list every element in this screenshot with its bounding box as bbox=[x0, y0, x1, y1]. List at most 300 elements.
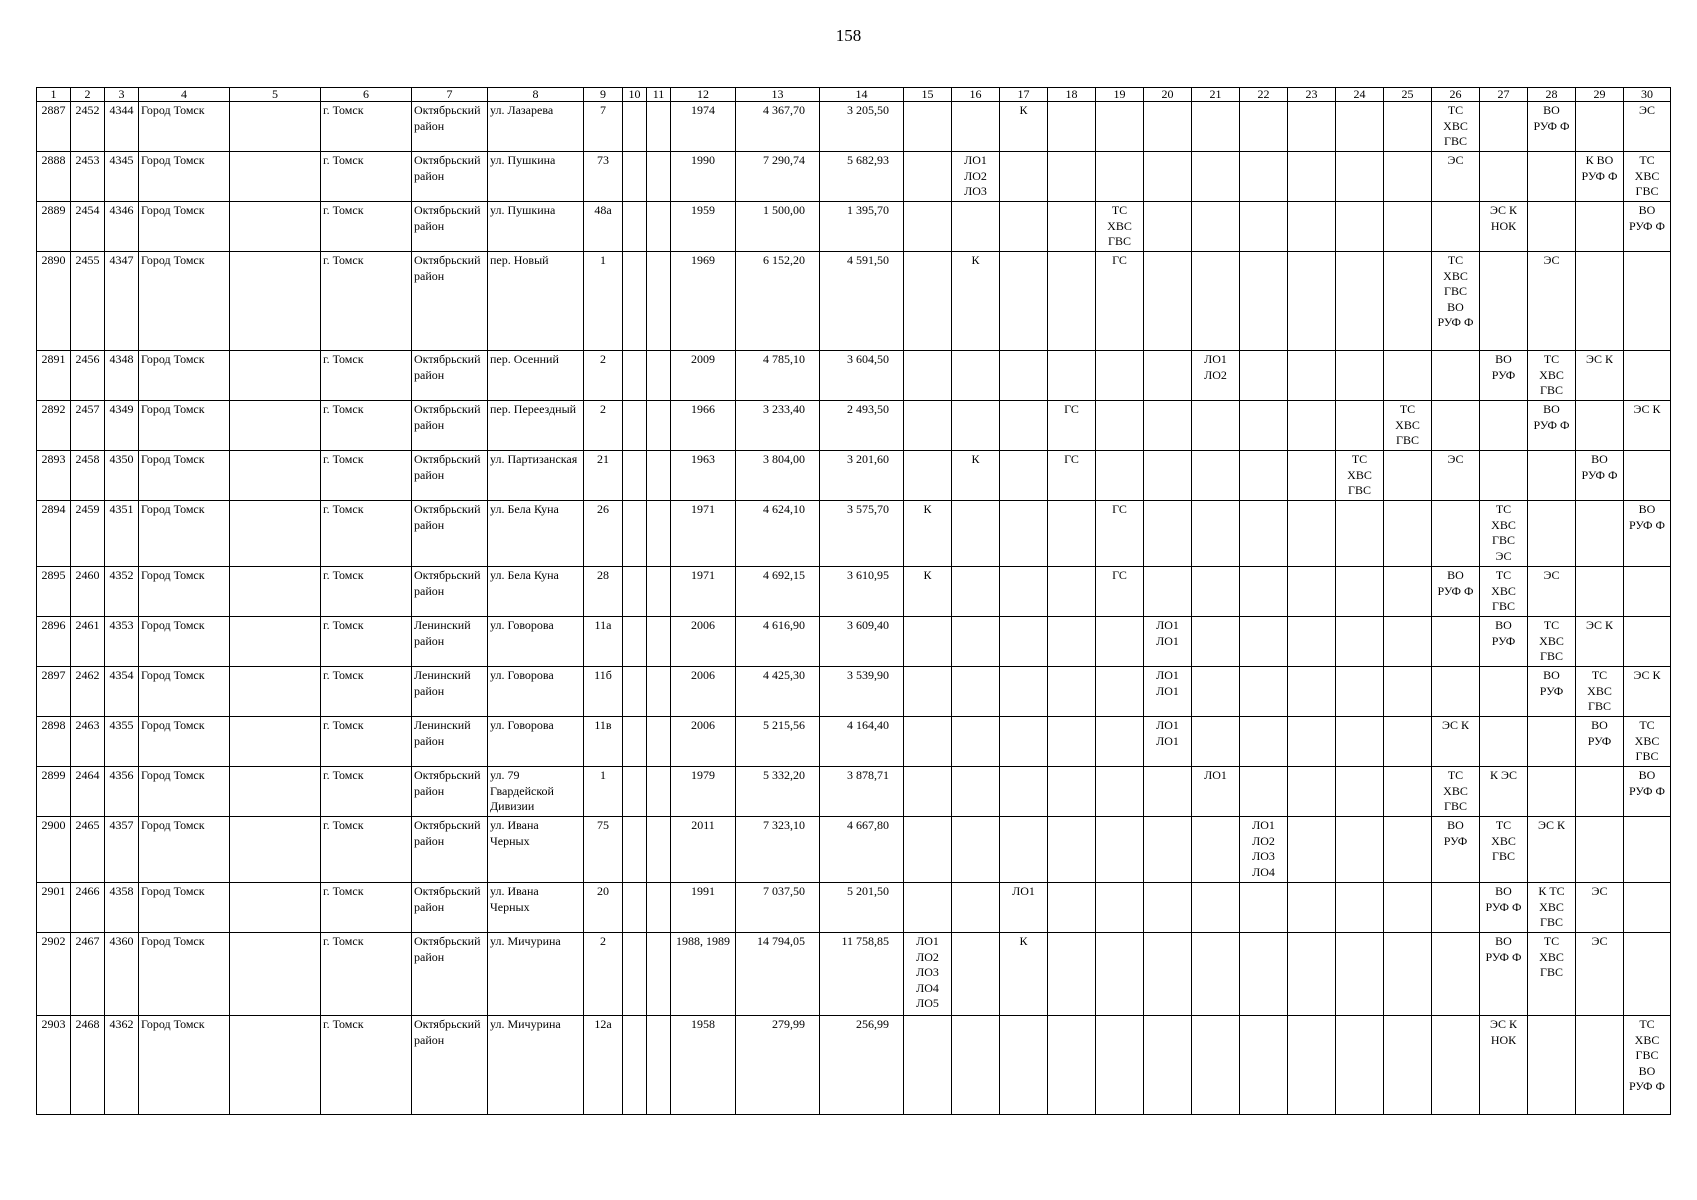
table-cell bbox=[1240, 152, 1288, 202]
table-cell: 1963 bbox=[671, 451, 736, 501]
table-cell bbox=[1336, 102, 1384, 152]
table-row bbox=[37, 767, 1671, 817]
table-cell bbox=[1528, 152, 1576, 202]
table-cell: 73 bbox=[584, 152, 623, 202]
table-cell: К bbox=[904, 501, 952, 567]
table-cell bbox=[1096, 617, 1144, 667]
table-cell bbox=[647, 401, 671, 451]
table-cell: ЭС bbox=[1528, 252, 1576, 351]
table-cell bbox=[1000, 817, 1048, 883]
table-cell bbox=[647, 933, 671, 1016]
table-cell: ул. Партизанская bbox=[488, 451, 584, 501]
table-cell bbox=[1336, 617, 1384, 667]
table-cell bbox=[1336, 817, 1384, 883]
table-cell: 2894 bbox=[37, 501, 71, 567]
table-cell: 4 425,30 bbox=[736, 667, 820, 717]
table-cell bbox=[1048, 152, 1096, 202]
table-cell: ЭС bbox=[1432, 451, 1480, 501]
column-number: 11 bbox=[647, 88, 671, 102]
table-cell: пер. Переездный bbox=[488, 401, 584, 451]
table-cell bbox=[1144, 451, 1192, 501]
table-cell bbox=[647, 152, 671, 202]
table-cell bbox=[623, 451, 647, 501]
table-cell bbox=[1336, 767, 1384, 817]
table-cell bbox=[1192, 501, 1240, 567]
table-cell: Город Томск bbox=[139, 667, 230, 717]
table-cell bbox=[1192, 817, 1240, 883]
table-cell bbox=[1480, 252, 1528, 351]
table-cell: 2455 bbox=[71, 252, 105, 351]
table-cell bbox=[1576, 767, 1624, 817]
table-cell bbox=[1336, 883, 1384, 933]
table-cell: 4 164,40 bbox=[820, 717, 904, 767]
table-row bbox=[37, 351, 1671, 401]
table-cell: 7 290,74 bbox=[736, 152, 820, 202]
table-cell: 2006 bbox=[671, 617, 736, 667]
table-cell bbox=[230, 817, 321, 883]
table-cell bbox=[1576, 501, 1624, 567]
table-cell: ЭС К НОК bbox=[1480, 202, 1528, 252]
table-cell bbox=[647, 567, 671, 617]
table-cell bbox=[1000, 717, 1048, 767]
table-cell bbox=[1000, 501, 1048, 567]
table-cell bbox=[1384, 152, 1432, 202]
table-cell: 1990 bbox=[671, 152, 736, 202]
table-cell bbox=[904, 883, 952, 933]
table-cell: 12а bbox=[584, 1016, 623, 1115]
table-cell bbox=[1384, 102, 1432, 152]
table-cell: ул. Ивана Черных bbox=[488, 883, 584, 933]
table-row bbox=[37, 717, 1671, 767]
column-number: 21 bbox=[1192, 88, 1240, 102]
table-cell: ТС ХВС ГВС bbox=[1480, 817, 1528, 883]
table-cell: 11б bbox=[584, 667, 623, 717]
table-cell: 2 493,50 bbox=[820, 401, 904, 451]
table-cell: 2 bbox=[584, 351, 623, 401]
table-cell: 3 539,90 bbox=[820, 667, 904, 717]
table-cell: г. Томск bbox=[321, 102, 412, 152]
table-cell: ЭС К bbox=[1576, 351, 1624, 401]
column-number: 3 bbox=[105, 88, 139, 102]
table-cell bbox=[1288, 351, 1336, 401]
table-cell: 1974 bbox=[671, 102, 736, 152]
table-cell: ВО РУФ Ф bbox=[1480, 883, 1528, 933]
table-cell: Октябрьский район bbox=[412, 152, 488, 202]
table-cell bbox=[1432, 667, 1480, 717]
table-cell bbox=[1432, 1016, 1480, 1115]
table-cell bbox=[1528, 451, 1576, 501]
table-cell: Город Томск bbox=[139, 717, 230, 767]
table-cell bbox=[1288, 883, 1336, 933]
table-cell: г. Томск bbox=[321, 152, 412, 202]
table-cell bbox=[1144, 817, 1192, 883]
table-cell bbox=[230, 351, 321, 401]
table-cell bbox=[1240, 617, 1288, 667]
table-cell bbox=[1432, 933, 1480, 1016]
table-cell: г. Томск bbox=[321, 817, 412, 883]
table-cell: 4347 bbox=[105, 252, 139, 351]
table-cell: 4357 bbox=[105, 817, 139, 883]
table-cell: ул. Говорова bbox=[488, 617, 584, 667]
table-cell: 4362 bbox=[105, 1016, 139, 1115]
table-cell: ВО РУФ Ф bbox=[1528, 102, 1576, 152]
table-cell bbox=[1144, 202, 1192, 252]
table-cell: 11в bbox=[584, 717, 623, 767]
table-row bbox=[37, 102, 1671, 152]
table-cell bbox=[230, 252, 321, 351]
table-cell: 4 667,80 bbox=[820, 817, 904, 883]
table-cell: Город Томск bbox=[139, 401, 230, 451]
table-cell bbox=[1576, 817, 1624, 883]
table-cell: ЭС К bbox=[1432, 717, 1480, 767]
table-cell bbox=[1240, 202, 1288, 252]
table-cell bbox=[1480, 667, 1528, 717]
table-row bbox=[37, 817, 1671, 883]
table-cell: ул. Лазарева bbox=[488, 102, 584, 152]
page-number: 158 bbox=[835, 26, 862, 45]
table-cell: ЛО1 ЛО1 bbox=[1144, 667, 1192, 717]
table-cell bbox=[1432, 501, 1480, 567]
table-row bbox=[37, 1016, 1671, 1115]
table-cell bbox=[1240, 102, 1288, 152]
table-cell bbox=[647, 351, 671, 401]
table-cell bbox=[1288, 102, 1336, 152]
table-cell: г. Томск bbox=[321, 202, 412, 252]
table-cell: К bbox=[952, 252, 1000, 351]
table-cell: Октябрьский район bbox=[412, 401, 488, 451]
table-cell bbox=[1528, 717, 1576, 767]
table-cell bbox=[1240, 252, 1288, 351]
table-cell bbox=[952, 717, 1000, 767]
table-cell: г. Томск bbox=[321, 451, 412, 501]
table-cell: ЭС К НОК bbox=[1480, 1016, 1528, 1115]
table-cell bbox=[1624, 617, 1671, 667]
table-cell bbox=[1096, 152, 1144, 202]
table-cell bbox=[1528, 501, 1576, 567]
table-cell bbox=[1000, 351, 1048, 401]
table-cell bbox=[1480, 152, 1528, 202]
table-cell bbox=[230, 667, 321, 717]
table-cell bbox=[1288, 451, 1336, 501]
table-cell bbox=[1336, 351, 1384, 401]
table-cell: 4 367,70 bbox=[736, 102, 820, 152]
table-cell: 2454 bbox=[71, 202, 105, 252]
table-cell bbox=[904, 717, 952, 767]
table-cell: ВО РУФ Ф bbox=[1432, 567, 1480, 617]
table-cell: 2896 bbox=[37, 617, 71, 667]
table-cell bbox=[1192, 567, 1240, 617]
table-cell: ЭС bbox=[1624, 102, 1671, 152]
table-cell: ВО РУФ bbox=[1480, 617, 1528, 667]
table-cell: 2 bbox=[584, 401, 623, 451]
table-cell bbox=[230, 401, 321, 451]
housing-registry-table bbox=[36, 87, 1671, 1115]
table-cell bbox=[647, 451, 671, 501]
table-cell: г. Томск bbox=[321, 717, 412, 767]
table-cell bbox=[647, 617, 671, 667]
table-cell bbox=[1384, 933, 1432, 1016]
table-cell bbox=[1048, 817, 1096, 883]
table-cell bbox=[904, 401, 952, 451]
table-cell: 2462 bbox=[71, 667, 105, 717]
table-cell: ЭС bbox=[1432, 152, 1480, 202]
table-cell: 3 804,00 bbox=[736, 451, 820, 501]
table-cell bbox=[623, 1016, 647, 1115]
table-cell: ул. Бела Куна bbox=[488, 501, 584, 567]
table-cell bbox=[1384, 617, 1432, 667]
table-cell bbox=[952, 883, 1000, 933]
table-cell: К bbox=[1000, 933, 1048, 1016]
table-cell: 75 bbox=[584, 817, 623, 883]
table-cell: 21 bbox=[584, 451, 623, 501]
column-number: 19 bbox=[1096, 88, 1144, 102]
table-cell bbox=[623, 351, 647, 401]
table-cell: 2464 bbox=[71, 767, 105, 817]
table-cell: ТС ХВС ГВС bbox=[1336, 451, 1384, 501]
table-cell: 1971 bbox=[671, 567, 736, 617]
table-cell bbox=[1048, 717, 1096, 767]
table-cell: 2891 bbox=[37, 351, 71, 401]
table-cell: К ВО РУФ Ф bbox=[1576, 152, 1624, 202]
table-cell bbox=[1000, 617, 1048, 667]
table-cell bbox=[647, 252, 671, 351]
table-cell: Октябрьский район bbox=[412, 883, 488, 933]
table-cell bbox=[952, 401, 1000, 451]
table-cell bbox=[1192, 1016, 1240, 1115]
table-cell: ТС ХВС ГВС ВО РУФ Ф bbox=[1624, 1016, 1671, 1115]
table-cell: Октябрьский район bbox=[412, 501, 488, 567]
table-cell bbox=[1192, 451, 1240, 501]
table-cell bbox=[1384, 883, 1432, 933]
table-cell: г. Томск bbox=[321, 252, 412, 351]
table-cell: 2459 bbox=[71, 501, 105, 567]
table-cell: 1991 bbox=[671, 883, 736, 933]
table-cell: г. Томск bbox=[321, 883, 412, 933]
table-cell: ВО РУФ bbox=[1528, 667, 1576, 717]
table-row bbox=[37, 252, 1671, 351]
table-cell: 28 bbox=[584, 567, 623, 617]
column-number: 1 bbox=[37, 88, 71, 102]
table-cell bbox=[1192, 717, 1240, 767]
column-number: 30 bbox=[1624, 88, 1671, 102]
table-cell: 1 bbox=[584, 767, 623, 817]
table-cell: ул. Мичурина bbox=[488, 1016, 584, 1115]
table-cell bbox=[1624, 567, 1671, 617]
table-cell: 2893 bbox=[37, 451, 71, 501]
table-cell bbox=[1288, 1016, 1336, 1115]
column-number: 10 bbox=[623, 88, 647, 102]
column-number: 24 bbox=[1336, 88, 1384, 102]
column-number: 15 bbox=[904, 88, 952, 102]
table-cell bbox=[1288, 567, 1336, 617]
table-cell bbox=[1096, 717, 1144, 767]
table-cell: 4 692,15 bbox=[736, 567, 820, 617]
table-cell bbox=[904, 351, 952, 401]
table-cell: 1969 bbox=[671, 252, 736, 351]
table-cell bbox=[647, 817, 671, 883]
table-cell bbox=[1576, 202, 1624, 252]
table-cell bbox=[1336, 933, 1384, 1016]
column-number: 14 bbox=[820, 88, 904, 102]
table-cell: ул. Мичурина bbox=[488, 933, 584, 1016]
table-cell: 4354 bbox=[105, 667, 139, 717]
table-cell: пер. Осенний bbox=[488, 351, 584, 401]
table-cell: ЛО1 ЛО1 bbox=[1144, 717, 1192, 767]
table-cell: 3 609,40 bbox=[820, 617, 904, 667]
table-cell: Октябрьский район bbox=[412, 202, 488, 252]
table-cell: Октябрьский район bbox=[412, 451, 488, 501]
table-cell: ТС ХВС ГВС bbox=[1624, 717, 1671, 767]
table-cell: 4 616,90 bbox=[736, 617, 820, 667]
table-cell bbox=[1240, 667, 1288, 717]
table-cell bbox=[1624, 351, 1671, 401]
table-cell bbox=[952, 501, 1000, 567]
table-cell: 2899 bbox=[37, 767, 71, 817]
table-cell bbox=[1336, 667, 1384, 717]
table-cell bbox=[1000, 152, 1048, 202]
table-cell bbox=[623, 567, 647, 617]
table-cell bbox=[1624, 451, 1671, 501]
column-number: 26 bbox=[1432, 88, 1480, 102]
table-cell: ул. Ивана Черных bbox=[488, 817, 584, 883]
table-cell bbox=[1480, 451, 1528, 501]
table-cell bbox=[1288, 767, 1336, 817]
table-cell bbox=[1432, 202, 1480, 252]
table-cell: 4350 bbox=[105, 451, 139, 501]
column-number: 25 bbox=[1384, 88, 1432, 102]
table-cell bbox=[1096, 933, 1144, 1016]
table-cell bbox=[1192, 102, 1240, 152]
table-cell bbox=[1576, 252, 1624, 351]
table-cell bbox=[952, 667, 1000, 717]
table-cell: ГС bbox=[1096, 567, 1144, 617]
table-cell: ТС ХВС ГВС bbox=[1432, 767, 1480, 817]
column-number: 29 bbox=[1576, 88, 1624, 102]
table-cell: ЛО1 ЛО2 ЛО3 bbox=[952, 152, 1000, 202]
table-cell: 1 500,00 bbox=[736, 202, 820, 252]
table-cell: Город Томск bbox=[139, 883, 230, 933]
table-cell: ЛО1 bbox=[1000, 883, 1048, 933]
table-cell: 2006 bbox=[671, 667, 736, 717]
table-cell: г. Томск bbox=[321, 351, 412, 401]
table-cell bbox=[1288, 817, 1336, 883]
table-cell bbox=[230, 102, 321, 152]
table-cell bbox=[623, 617, 647, 667]
table-cell: ЛО1 bbox=[1192, 767, 1240, 817]
table-cell: К ЭС bbox=[1480, 767, 1528, 817]
table-cell bbox=[623, 102, 647, 152]
table-cell: 2889 bbox=[37, 202, 71, 252]
table-cell: 1979 bbox=[671, 767, 736, 817]
table-row bbox=[37, 617, 1671, 667]
table-cell bbox=[904, 817, 952, 883]
table-cell bbox=[1240, 567, 1288, 617]
table-cell: ВО РУФ bbox=[1576, 717, 1624, 767]
table-cell bbox=[1096, 102, 1144, 152]
table-row bbox=[37, 451, 1671, 501]
table-cell: Город Томск bbox=[139, 567, 230, 617]
table-cell: г. Томск bbox=[321, 1016, 412, 1115]
table-cell: ТС ХВС ГВС ЭС bbox=[1480, 501, 1528, 567]
table-cell: ГС bbox=[1048, 451, 1096, 501]
table-cell bbox=[1144, 933, 1192, 1016]
table-cell bbox=[230, 202, 321, 252]
table-cell bbox=[904, 767, 952, 817]
table-cell bbox=[1624, 252, 1671, 351]
table-cell: 26 bbox=[584, 501, 623, 567]
table-cell: ВО РУФ Ф bbox=[1576, 451, 1624, 501]
table-cell: Город Томск bbox=[139, 501, 230, 567]
table-cell: 2006 bbox=[671, 717, 736, 767]
table-cell bbox=[1096, 451, 1144, 501]
table-cell: 2901 bbox=[37, 883, 71, 933]
table-cell: 2453 bbox=[71, 152, 105, 202]
table-cell bbox=[1000, 667, 1048, 717]
table-cell bbox=[1048, 933, 1096, 1016]
table-cell: Октябрьский район bbox=[412, 567, 488, 617]
table-cell: ул. Бела Куна bbox=[488, 567, 584, 617]
table-cell bbox=[1000, 401, 1048, 451]
table-cell: 5 201,50 bbox=[820, 883, 904, 933]
table-cell: 11 758,85 bbox=[820, 933, 904, 1016]
column-number: 23 bbox=[1288, 88, 1336, 102]
table-cell bbox=[1144, 1016, 1192, 1115]
table-cell bbox=[904, 617, 952, 667]
table-cell bbox=[1096, 351, 1144, 401]
table-cell: 1959 bbox=[671, 202, 736, 252]
table-cell bbox=[904, 1016, 952, 1115]
table-cell: 2887 bbox=[37, 102, 71, 152]
table-cell: 3 201,60 bbox=[820, 451, 904, 501]
table-cell: г. Томск bbox=[321, 767, 412, 817]
column-number: 16 bbox=[952, 88, 1000, 102]
table-cell bbox=[1576, 102, 1624, 152]
table-cell bbox=[1096, 401, 1144, 451]
table-cell bbox=[1432, 351, 1480, 401]
table-cell: 1988, 1989 bbox=[671, 933, 736, 1016]
table-cell: Октябрьский район bbox=[412, 933, 488, 1016]
table-cell: 4345 bbox=[105, 152, 139, 202]
table-cell: К bbox=[952, 451, 1000, 501]
table-cell: ВО РУФ Ф bbox=[1624, 501, 1671, 567]
table-cell: 2458 bbox=[71, 451, 105, 501]
table-cell bbox=[1240, 933, 1288, 1016]
table-cell bbox=[1528, 202, 1576, 252]
table-row bbox=[37, 933, 1671, 1016]
table-cell: 4358 bbox=[105, 883, 139, 933]
table-cell: 2457 bbox=[71, 401, 105, 451]
table-cell bbox=[230, 501, 321, 567]
table-cell: 2 bbox=[584, 933, 623, 1016]
table-cell: ТС ХВС ГВС bbox=[1096, 202, 1144, 252]
table-cell bbox=[647, 1016, 671, 1115]
table-cell: ТС ХВС ГВС bbox=[1528, 351, 1576, 401]
table-cell bbox=[230, 767, 321, 817]
table-cell: ЛО1 ЛО2 ЛО3 ЛО4 bbox=[1240, 817, 1288, 883]
table-cell bbox=[1288, 202, 1336, 252]
column-number: 13 bbox=[736, 88, 820, 102]
table-cell bbox=[1576, 1016, 1624, 1115]
table-cell bbox=[904, 667, 952, 717]
table-cell bbox=[623, 501, 647, 567]
table-cell: Октябрьский район bbox=[412, 252, 488, 351]
table-cell bbox=[1240, 351, 1288, 401]
table-cell: Город Томск bbox=[139, 351, 230, 401]
table-cell bbox=[1240, 767, 1288, 817]
table-cell: 6 152,20 bbox=[736, 252, 820, 351]
table-cell bbox=[1000, 451, 1048, 501]
table-cell: г. Томск bbox=[321, 567, 412, 617]
